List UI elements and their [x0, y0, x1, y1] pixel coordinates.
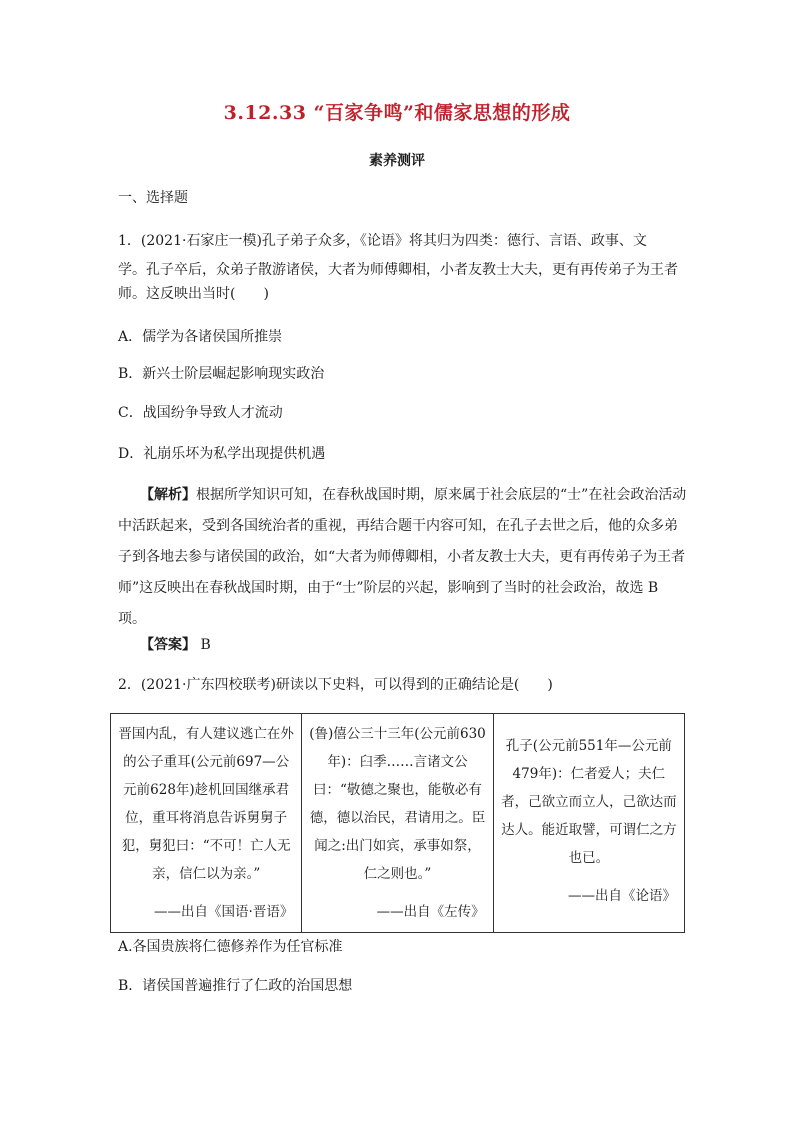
- answer-value: B: [200, 637, 211, 653]
- q1-option-a: A．儒学为各诸侯国所推崇: [118, 329, 283, 345]
- q1-stem-line-3: 师。这反映出当时( ): [118, 286, 269, 302]
- source-cell-3: [493, 714, 684, 933]
- page-title: 3.12.33 “百家争鸣”和儒家思想的形成: [223, 102, 571, 124]
- q2-option-a: A.各国贵族将仁德修养作为任官标准: [118, 939, 343, 955]
- q1-option-c: C．战国纷争导致人才流动: [118, 405, 283, 421]
- source-text: 孔子(公元前551年—公元前479年)：仁者爱人；夫仁者，己欲立而立人，己欲达而达人。能近取譬，可谓仁之方也已。: [501, 738, 677, 866]
- q1-option-d: D．礼崩乐坏为私学出现提供机遇: [118, 446, 326, 462]
- q1-analysis: [118, 480, 690, 635]
- q1-answer: [118, 635, 688, 655]
- source-text: 晋国内乱，有人建议逃亡在外的公子重耳(公元前697—公元前628年)趁机回国继承君位，重耳将消息告诉舅舅子犯，舅犯曰：“不可！亡人无亲，信仁以为亲。”: [118, 726, 294, 882]
- q2-stem: 2．(2021·广东四校联考)研读以下史料，可以得到的正确结论是( ): [118, 677, 553, 693]
- source-table: [110, 713, 685, 933]
- analysis-text: 根据所学知识可知，在春秋战国时期，原来属于社会底层的“士”在社会政治活动中活跃起来，受到各国统治者的重视，再结合题干内容可知，在孔子去世之后，他的众多弟子到各地去参与诸侯国的政治，如“大者为师傅卿相，小者友教士大夫，更有再传弟子为王者师”这反映出在春秋战国时期，由于“士”阶层的兴起，影响到了当时的社会政治，故选 B 项。: [118, 487, 687, 627]
- q1-stem-line-1: 1．(2021·石家庄一模)孔子弟子众多，《论语》将其归为四类：德行、言语、政事、文: [118, 233, 647, 249]
- source-citation: ——出自《论语》: [568, 888, 676, 904]
- source-cell-2: [302, 714, 493, 933]
- source-text: (鲁)僖公三十三年(公元前630年)：臼季……言诸文公曰：“敬德之聚也，能敬必有德，德以治民，君请用之。臣闻之:出门如宾，承事如祭，仁之则也。”: [309, 726, 486, 882]
- q1-stem-line-2: 学。孔子卒后，众弟子散游诸侯，大者为师傅卿相，小者友教士大夫，更有再传弟子为王者: [118, 262, 678, 278]
- source-citation: ——出自《国语·晋语》: [154, 904, 294, 920]
- q2-option-b: B．诸侯国普遍推行了仁政的治国思想: [118, 978, 353, 994]
- source-cell-1: [111, 714, 302, 933]
- page-subtitle: 素养测评: [369, 153, 425, 169]
- q1-option-b: B．新兴士阶层崛起影响现实政治: [118, 366, 325, 382]
- answer-label: 【答案】: [140, 637, 196, 653]
- section-heading: 一、选择题: [118, 190, 188, 206]
- analysis-label: 【解析】: [140, 487, 196, 503]
- source-citation: ——出自《左传》: [376, 904, 485, 920]
